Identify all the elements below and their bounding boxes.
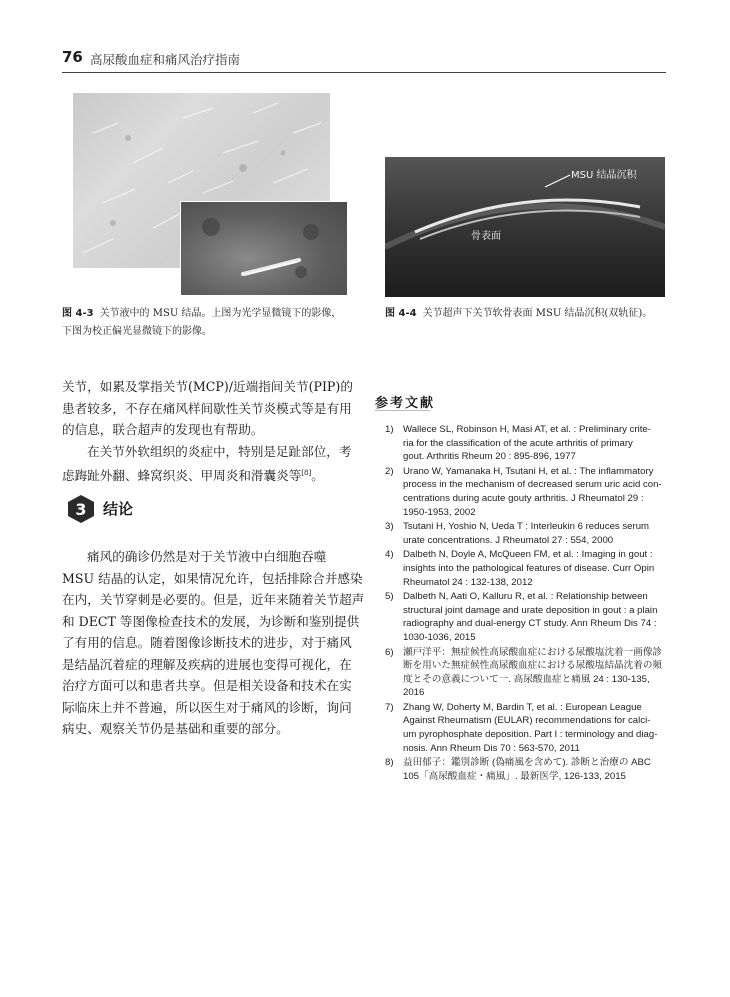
text-line: 的信息，联合超声的发现也有帮助。 — [62, 422, 264, 437]
reference-line: centrations during acute gouty arthritis. J Rheumatol 29 : — [403, 492, 644, 504]
reference-number: 4) — [385, 549, 394, 561]
ultrasound-label-msu: MSU 结晶沉积 — [571, 170, 637, 181]
paragraph-2 — [62, 441, 352, 486]
text-line: 是结晶沉着症的理解及疾病的进展也变得可视化，在 — [62, 656, 352, 672]
reference-number: 1) — [385, 424, 394, 435]
text-line: 际临床上并不普遍，所以医生对于痛风的诊断，询问 — [62, 699, 352, 715]
reference-line: Urano W, Yamanaka H, Tsutani H, et al. : The inflammatory — [403, 465, 654, 477]
text-line: 和 DECT 等图像检查技术的发展，为诊断和鉴别提供 — [62, 613, 360, 629]
figure-4-4-caption — [385, 305, 675, 323]
figure-4-4-caption-text: 关节超声下关节软骨表面 MSU 结晶沉积(双轨征)。 — [422, 308, 653, 319]
references-heading-rule — [375, 410, 430, 411]
reference-item — [385, 590, 667, 644]
reference-item — [385, 465, 667, 519]
reference-line: radiography and dual-energy CT study. Ann Rheum Dis 74 : — [403, 618, 657, 630]
reference-line: 瀬戸洋平：無症候性高尿酸血症における尿酸塩沈着一画像診 — [403, 646, 663, 658]
paragraph-1 — [62, 376, 352, 441]
polarized-crystal — [181, 202, 347, 295]
references-heading: 参考文献 — [375, 396, 436, 411]
paragraph-conclusion — [62, 546, 365, 740]
page-number: 76 — [62, 48, 83, 66]
reference-line: structural joint damage and urate deposition in gout : a plain — [403, 604, 658, 616]
reference-item — [385, 701, 667, 755]
citation-ref: [8] — [301, 468, 312, 477]
reference-line: insights into the pathological features of disease. Curr Opin — [403, 562, 655, 574]
reference-line: gout. Arthritis Rheum 20 : 895-896, 1977 — [403, 451, 576, 463]
figure-4-3-label: 图 4-3 — [62, 308, 94, 319]
reference-line: Zhang W, Doherty M, Bardin T, et al. : European League — [403, 701, 642, 713]
reference-line: Wallece SL, Robinson H, Masi AT, et al. : Preliminary crite- — [403, 424, 651, 435]
figure-4-3-caption-line2: 下图为校正偏光显微镜下的影像。 — [62, 326, 212, 337]
reference-item — [385, 423, 667, 464]
reference-line: 断を用いた無症候性高尿酸血症における尿酸塩結晶沈着の頻 — [403, 660, 663, 672]
section-title: 结论 — [103, 500, 134, 518]
reference-item — [385, 548, 667, 589]
figure-4-3-caption — [62, 305, 362, 341]
reference-item — [385, 520, 667, 547]
text-line: 关节，如累及掌指关节(MCP)/近端指间关节(PIP)的 — [62, 379, 353, 394]
reference-line: um pyrophosphate deposition. Part I : terminology and diag- — [403, 729, 658, 741]
figure-4-4-ultrasound-image — [385, 157, 665, 297]
reference-item — [385, 646, 667, 700]
figure-4-3-polarized-microscope-inset — [180, 201, 348, 296]
ultrasound-label-bone: 骨表面 — [471, 231, 501, 242]
running-header-title: 高尿酸血症和痛风治疗指南 — [90, 52, 241, 67]
text-line: 治疗方面可以和患者共享。但是相关设备和技术在实 — [62, 678, 352, 693]
reference-line: Dalbeth N, Doyle A, McQueen FM, et al. : Imaging in gout : — [403, 549, 653, 561]
hexagon-badge-icon — [66, 494, 96, 524]
reference-line: 105「高尿酸血症・痛風」. 最新医学, 126-133, 2015 — [403, 770, 626, 782]
reference-line: process in the mechanism of decreased serum uric acid con- — [403, 479, 662, 491]
reference-line: 益田郁子：鑑別診断 (偽痛風を含めて). 診断と治療の ABC — [403, 757, 651, 769]
header-rule — [62, 72, 666, 73]
reference-line: 1950-1953, 2002 — [403, 506, 476, 518]
reference-number: 3) — [385, 521, 394, 533]
text-line: 病史、观察关节仍是基础和重要的部分。 — [62, 721, 289, 736]
reference-number: 8) — [385, 757, 394, 769]
figure-4-4-label: 图 4-4 — [385, 308, 417, 319]
section-number-badge — [66, 494, 96, 524]
reference-line: Against Rheumatism (EULAR) recommendations for calci- — [403, 715, 651, 727]
reference-number: 5) — [385, 591, 394, 603]
reference-line: nosis. Ann Rheum Dis 70 : 563-570, 2011 — [403, 742, 580, 754]
text-line-end: 。 — [311, 467, 324, 483]
reference-line: 1030-1036, 2015 — [403, 631, 476, 643]
reference-line: urate concentrations. J Rheumatol 27 : 554, 2000 — [403, 534, 614, 546]
text-line: MSU 结晶的认定，如果情况允许，包括排除合并感染 — [62, 570, 363, 586]
reference-number: 6) — [385, 646, 394, 658]
reference-line: 2016 — [403, 687, 425, 699]
section-number: 3 — [75, 500, 87, 519]
reference-item — [385, 756, 667, 783]
reference-line: ria for the classification of the acute arthritis of primary — [403, 437, 633, 449]
reference-line: Dalbeth N, Aati O, Kalluru R, et al. : Relationship between — [403, 591, 648, 603]
figure-4-3-caption-line1: 关节液中的 MSU 结晶。上图为光学显微镜下的影像， — [99, 308, 342, 319]
text-line: 虑踇趾外翻、蜂窝织炎、甲周炎和滑囊炎等 — [62, 467, 302, 483]
references-list — [385, 423, 667, 784]
text-line: 了有用的信息。随着图像诊断技术的进步，对于痛风 — [62, 635, 352, 650]
reference-line: Rheumatol 24 : 132-138, 2012 — [403, 576, 533, 588]
text-line: 在关节外软组织的炎症中，特别是足趾部位，考 — [87, 444, 352, 459]
reference-line: 度とその意義について一. 高尿酸血症と痛風 24 : 130-135, — [403, 673, 650, 685]
reference-number: 7) — [385, 701, 394, 713]
text-line: 患者较多，不存在痛风样间歇性关节炎模式等是有用 — [62, 400, 352, 416]
reference-number: 2) — [385, 465, 394, 477]
reference-line: Tsutani H, Yoshio N, Ueda T : Interleukin 6 reduces serum — [403, 521, 650, 533]
text-line: 痛风的确诊仍然是对于关节液中白细胞吞噬 — [87, 549, 327, 564]
text-line: 在内，关节穿刺是必要的。但是，近年来随着关节超声 — [62, 592, 365, 607]
